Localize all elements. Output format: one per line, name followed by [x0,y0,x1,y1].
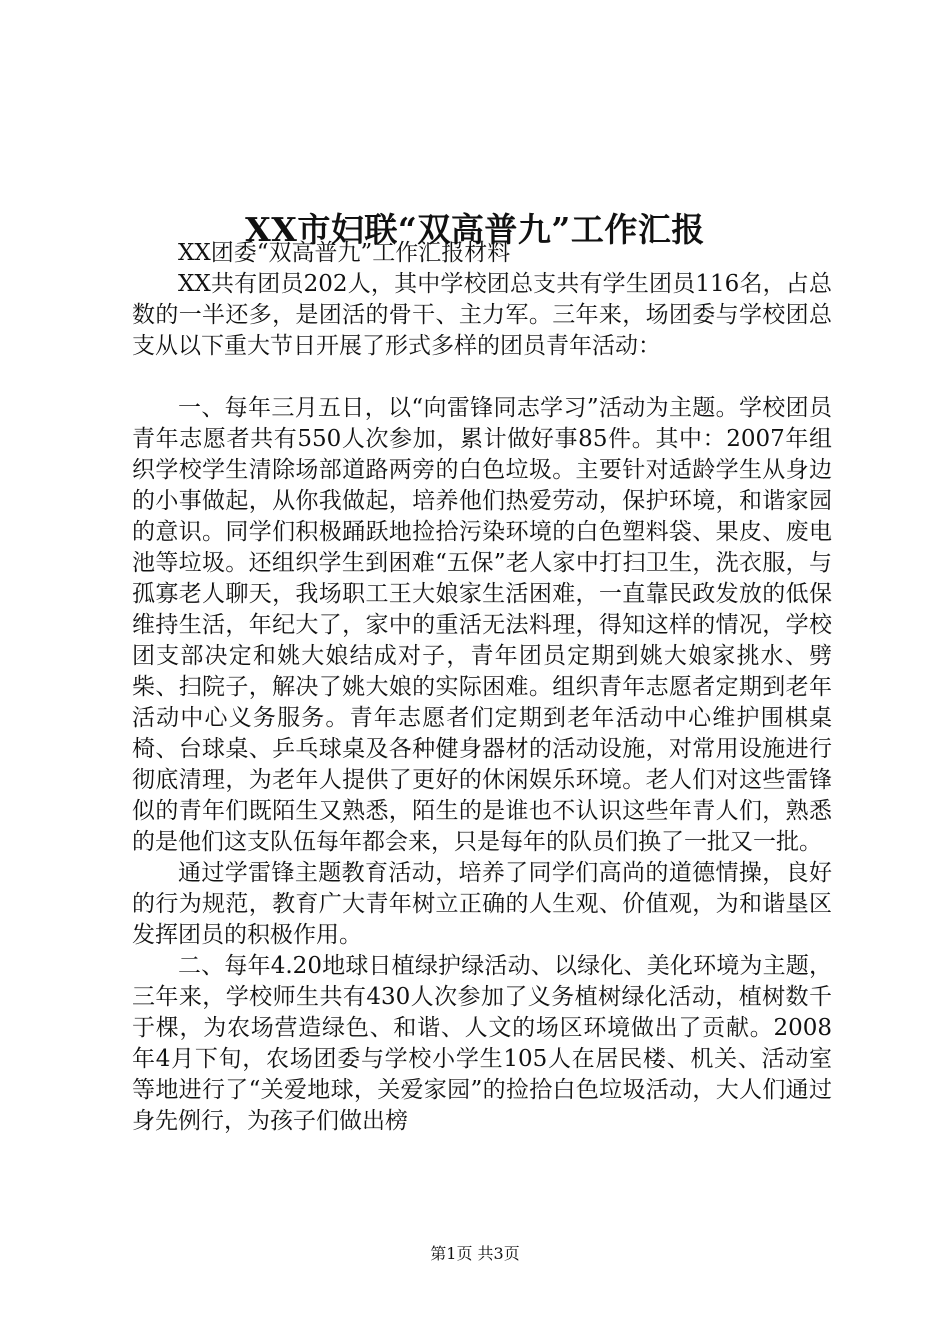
paragraph-intro: XX共有团员202人，其中学校团总支共有学生团员116名，占总数的一半还多，是团活的骨干、主力军。三年来，场团委与学校团总支从以下重大节日开展了形式多样的团员青年活动： [132,271,832,359]
paragraph-lei-feng-summary: 通过学雷锋主题教育活动，培养了同学们高尚的道德情操，良好的行为规范，教育广大青年树立正确的人生观、价值观，为和谐垦区发挥团员的积极作用。 [132,860,832,948]
page-number-footer: 第1页 共3页 [430,1244,520,1263]
document-subtitle: XX团委“双高普九”工作汇报材料 [178,240,511,266]
document-title: XX市妇联“双高普九”工作汇报 [245,210,705,250]
paragraph-section-one: 一、每年三月五日，以“向雷锋同志学习”活动为主题。学校团员青年志愿者共有550人次参加，累计做好事85件。其中：2007年组织学校学生清除场部道路两旁的白色垃圾。主要针对适龄学生从身边的小事做起，从你我做起，培养他们热爱劳动，保护环境，和谐家园的意识。同学们积极踊跃地捡拾污染环境的白色塑料袋、果皮、废电池等垃圾。还组织学生到困难“五保”老人家中打扫卫生，洗衣服，与孤寡老人聊天，我场职工王大娘家生活困难，一直靠民政发放的低保维持生活，年纪大了，家中的重活无法料理，得知这样的情况，学校团支部决定和姚大娘结成对子，青年团员定期到姚大娘家挑水、劈柴、扫院子，解决了姚大娘的实际困难。组织青年志愿者定期到老年活动中心义务服务。青年志愿者们定期到老年活动中心维护围棋桌椅、台球桌、乒乓球桌及各种健身器材的活动设施，对常用设施进行彻底清理，为老年人提供了更好的休闲娱乐环境。老人们对这些雷锋似的青年们既陌生又熟悉，陌生的是谁也不认识这些年青人们，熟悉的是他们这支队伍每年都会来，只是每年的队员们换了一批又一批。 [132,395,832,855]
paragraph-spacer [132,362,832,393]
paragraph-section-two: 二、每年4.20地球日植绿护绿活动、以绿化、美化环境为主题，三年来，学校师生共有430人次参加了义务植树绿化活动，植树数千于棵，为农场营造绿色、和谐、人文的场区环境做出了贡献。2008年4月下旬，农场团委与学校小学生105人在居民楼、机关、活动室等地进行了“关爱地球，关爱家园”的捡拾白色垃圾活动，大人们通过身先例行，为孩子们做出榜 [132,953,832,1134]
document-body [132,238,832,1137]
